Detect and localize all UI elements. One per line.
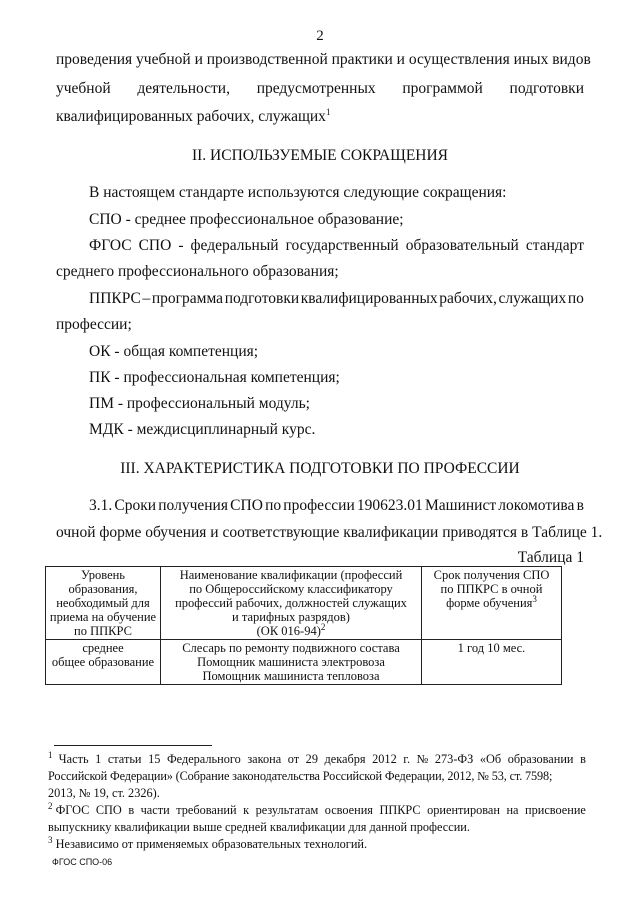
cell-duration: 1 год 10 мес. [422,640,562,685]
intro-line-3-text: квалифицированных рабочих, служащих [56,108,326,125]
intro-word: учебной [56,80,111,97]
footnote-separator [54,745,212,746]
section-3-para-line-1 [89,496,584,516]
abbr-word: ППКРС [89,290,141,307]
table-header-row [46,567,562,640]
footnote-1-line-1: $^1$ Часть 1 статьи 15 Федерального закона от 29 декабря 2012 г. № 273-ФЗ «Об образовании в [48,749,586,766]
para-word: Сроки [114,497,157,514]
abbr-spo: СПО - среднее профессиональное образование; [89,211,404,228]
header-cell-duration: Срок получения СПО по ППКРС в очной форме обучения$^3$ [422,567,562,640]
abbr-word: государственный [285,237,399,254]
section-2-intro: В настоящем стандарте используются следующие сокращения: [89,184,507,201]
para-word: Машинист [424,497,497,514]
qualification-table [45,566,562,685]
cell-qualifications: Слесарь по ремонту подвижного состава Помощник машиниста электровоза Помощник машиниста тепловоза [161,640,422,685]
para-word: СПО [230,497,263,514]
section-2-heading: II. ИСПОЛЬЗУЕМЫЕ СОКРАЩЕНИЯ [191,147,449,164]
abbr-word: стандарт [525,237,584,254]
cell-education-level: среднее общее образование [46,640,161,685]
abbr-ok: ОК - общая компетенция; [89,343,259,360]
footnote-1-line-2: Российской Федерации» (Собрание законодательства Российской Федерации, 2012, № 53, ст. 7598; [48,769,553,783]
abbr-pk: ПК - профессиональная компетенция; [89,369,340,386]
abbr-word: – [142,290,151,307]
intro-line-2 [56,79,584,99]
intro-word: предусмотренных [256,80,376,97]
abbr-word: по [567,290,584,307]
table-row [46,640,562,685]
para-word: профессии [283,497,355,514]
abbr-mdk: МДК - междисциплинарный курс. [89,421,316,438]
table-caption: Таблица 1 [517,549,584,566]
section-3-heading: III. ХАРАКТЕРИСТИКА ПОДГОТОВКИ ПО ПРОФЕССИИ [120,460,520,477]
abbr-word: СПО [138,237,172,254]
footnote-ref-3: 3 [532,593,537,604]
footnote-3: $^3$ Независимо от применяемых образовательных технологий. [48,834,368,851]
footnote-3-number: 3 [48,834,53,845]
footnote-1-number: 1 [48,749,53,760]
footnote-ref-1: 1 [325,106,331,117]
abbr-word: квалифицированных [300,290,438,307]
abbr-ppkrs-line-1 [89,289,584,309]
abbr-pm: ПМ - профессиональный модуль; [89,395,310,412]
abbr-word: подготовки [224,290,300,307]
footnote-2-line-1: $^2$ ФГОС СПО в части требований к результатам освоения ППКРС ориентирован на присвоение [48,800,586,817]
footnote-2-line-2: выпускнику квалификации выше средней квалификации для данной профессии. [48,820,470,834]
intro-line-3 [56,107,584,127]
header-cell-qualification: Наименование квалификации (профессий по Общероссийскому классификатору профессий рабочих, должностей служащих и тарифных разрядов) (ОК 016-94)$^2$ [161,567,422,640]
intro-line-1: проведения учебной и производственной практики и осуществления иных видов [56,51,591,68]
para-word: в [576,497,584,514]
para-word: локомотива [498,497,575,514]
intro-word: деятельности, [137,80,230,97]
abbr-ppkrs-line-2: профессии; [56,316,132,333]
footnote-1-line-3: 2013, № 19, ст. 2326). [48,786,160,800]
intro-word: программой [402,80,483,97]
abbr-word: образовательный [405,237,519,254]
para-word: получения [158,497,228,514]
abbr-word: федеральный [190,237,279,254]
section-3-para-line-2: очной форме обучения и соответствующие квалификации приводятся в Таблице 1. [56,524,603,541]
page-number: 2 [316,28,324,44]
page-footer: ФГОС СПО-06 [52,857,113,867]
footnote-ref-2: 2 [320,621,326,632]
abbr-word: - [178,237,184,254]
header-cell-education-level: Уровень образования, необходимый для приема на обучение по ППКРС [46,567,161,640]
abbr-word: ФГОС [89,237,132,254]
para-word: 190623.01 [356,497,423,514]
para-word: 3.1. [89,497,113,514]
abbr-word: служащих [498,290,567,307]
intro-word: подготовки [509,80,584,97]
footnote-2-number: 2 [48,800,53,811]
abbr-word: рабочих, [439,290,497,307]
abbr-fgos-line-1 [89,236,584,256]
abbr-word: программа [151,290,224,307]
abbr-fgos-line-2: среднего профессионального образования; [56,263,339,280]
para-word: по [265,497,282,514]
